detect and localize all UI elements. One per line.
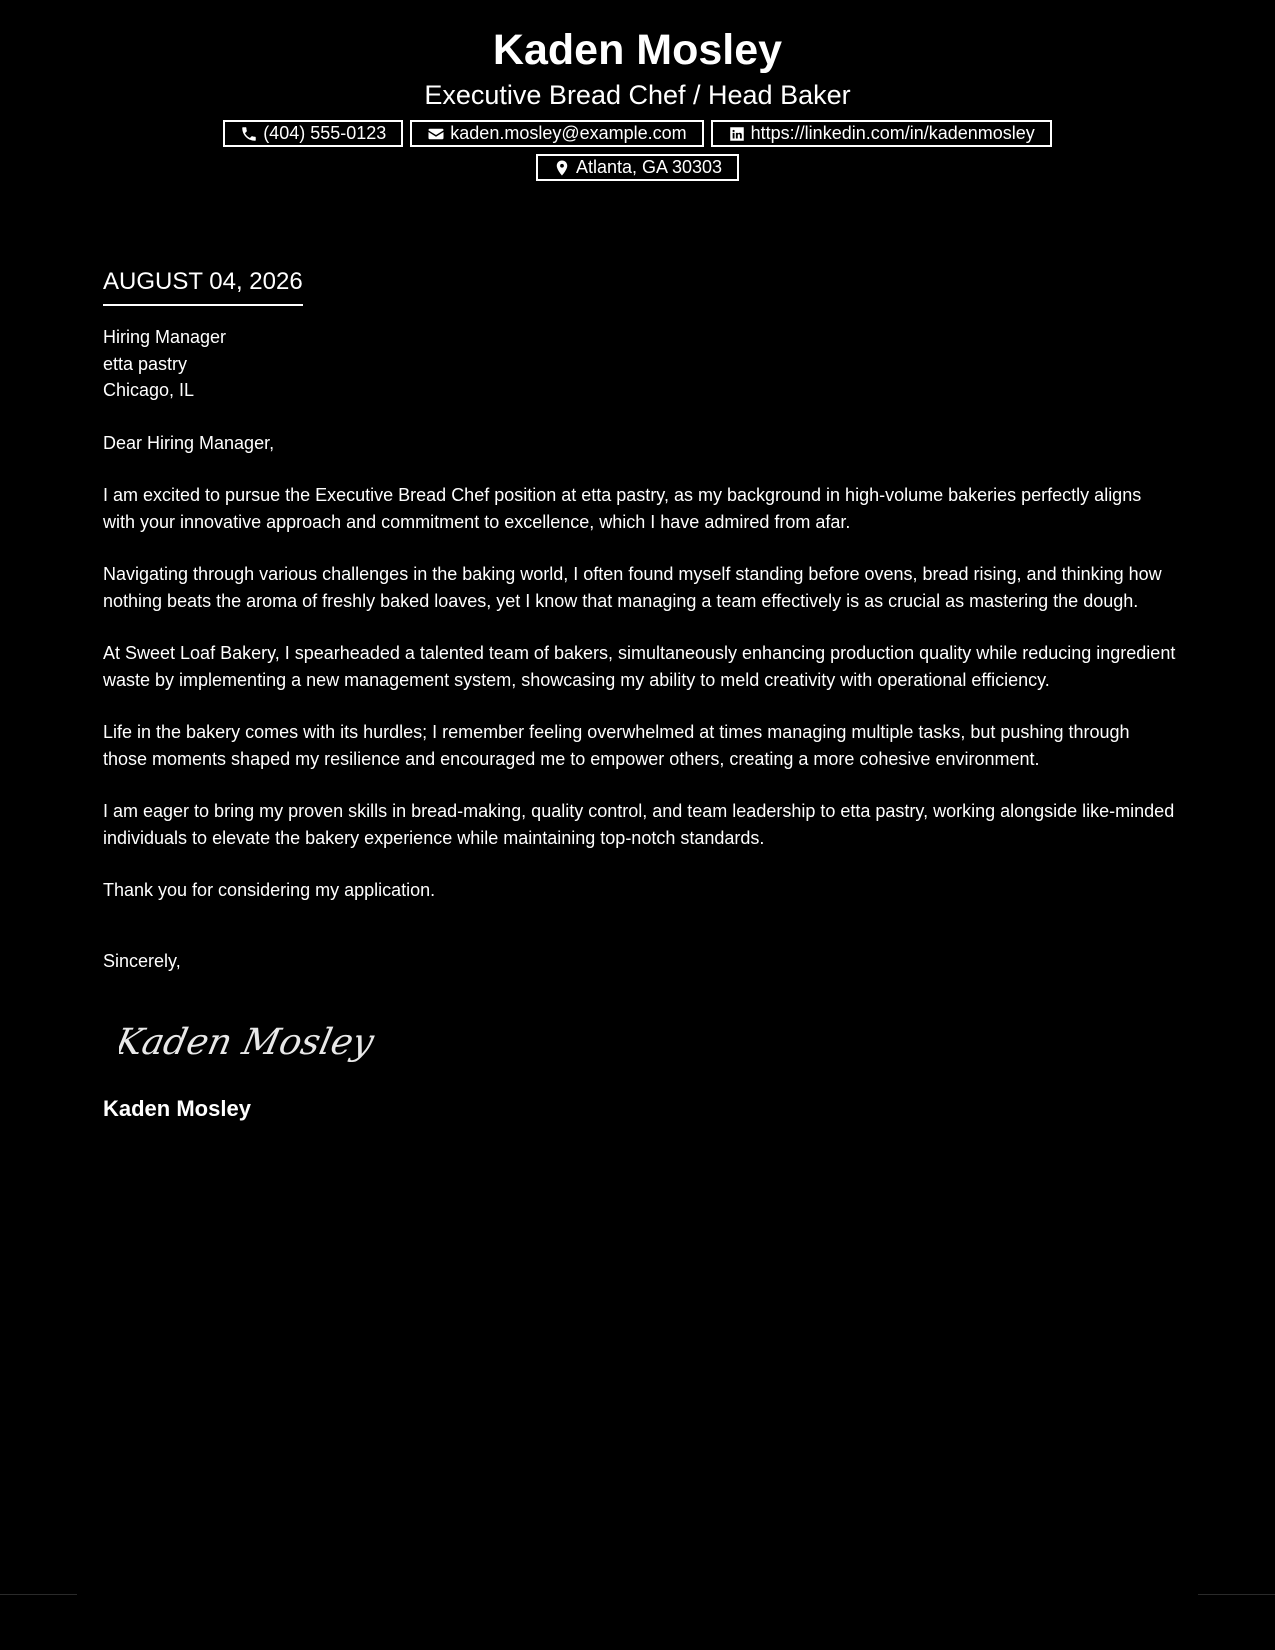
contact-linkedin[interactable]: [711, 120, 1052, 147]
recipient-block: [103, 324, 1178, 404]
contact-email[interactable]: [410, 120, 703, 147]
signature-text: Kaden Mosley: [119, 1020, 378, 1063]
footer-divider-right: [1198, 1594, 1275, 1595]
letter-header: [0, 22, 1275, 181]
email-text: kaden.mosley@example.com: [450, 123, 687, 143]
location-text: Atlanta, GA 30303: [575, 157, 723, 177]
paragraph: I am excited to pursue the Executive Bread Chef position at etta pastry, as my background in high-volume bakeries perfectly aligns with your innovative approach and commitment to excellence, which I have admired from afar.: [103, 485, 1142, 532]
applicant-title: Executive Bread Chef / Head Baker: [424, 80, 851, 110]
salutation: Dear Hiring Manager,: [103, 432, 275, 453]
contact-phone[interactable]: [223, 120, 403, 147]
linkedin-icon: [728, 125, 746, 143]
paragraph: At Sweet Loaf Bakery, I spearheaded a talented team of bakers, simultaneously enhancing production quality while reducing ingredient waste by implementing a new management system, showcasing my ability to meld creativity with operational efficiency.: [103, 643, 1176, 690]
recipient-name: Hiring Manager: [103, 327, 227, 347]
phone-text: (404) 555-0123: [263, 123, 387, 143]
linkedin-text: https://linkedin.com/in/kadenmosley: [750, 123, 1035, 143]
recipient-company: etta pastry: [103, 353, 188, 374]
phone-icon: [240, 125, 258, 143]
paragraph: Thank you for considering my application.: [103, 880, 436, 900]
letter-text: [103, 430, 1178, 975]
recipient-location: Chicago, IL: [103, 380, 195, 400]
map-pin-icon: [553, 159, 571, 177]
paragraph: I am eager to bring my proven skills in bread-making, quality control, and team leadership to etta pastry, working alongside like-minded individuals to elevate the bakery experience while maintaining top-notch standards.: [103, 801, 1175, 848]
signature: [119, 1008, 379, 1078]
paragraph: Navigating through various challenges in the baking world, I often found myself standing before ovens, bread rising, and thinking how nothing beats the aroma of freshly baked loaves, yet I know that managing a team effectively is as crucial as mastering the dough.: [103, 564, 1162, 611]
paragraph: Life in the bakery comes with its hurdles; I remember feeling overwhelmed at times managing multiple tasks, but pushing through those moments shaped my resilience and encouraged me to empower others, creating a more cohesive environment.: [103, 722, 1130, 769]
contact-location[interactable]: [536, 154, 739, 181]
footer-divider-left: [0, 1594, 77, 1595]
contact-list: [198, 120, 1078, 181]
closing: Sincerely,: [103, 950, 181, 971]
applicant-name: Kaden Mosley: [492, 26, 783, 74]
envelope-icon: [427, 125, 445, 143]
letter-body: [103, 262, 1178, 1124]
letter-date: AUGUST 04, 2026: [103, 262, 303, 306]
signed-name: Kaden Mosley: [103, 1095, 251, 1121]
